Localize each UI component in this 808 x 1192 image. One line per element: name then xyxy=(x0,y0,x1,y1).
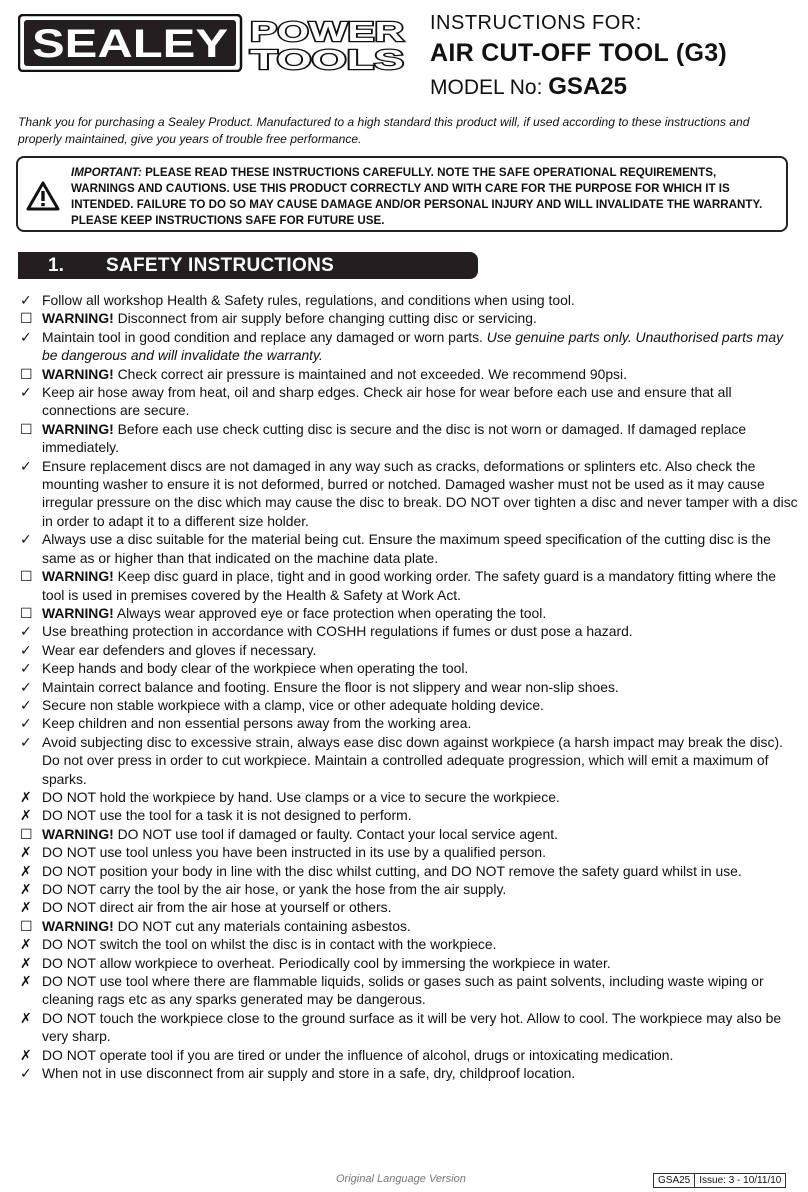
instructions-for-label: INSTRUCTIONS FOR: xyxy=(430,12,642,34)
warning-box-icon: ☐ xyxy=(20,917,33,934)
check-icon: ✓ xyxy=(20,660,32,677)
warning-label: WARNING! xyxy=(42,604,114,621)
list-item xyxy=(18,420,798,457)
check-icon: ✓ xyxy=(20,384,32,401)
list-item xyxy=(18,1009,798,1046)
item-text: DO NOT use the tool for a task it is not designed to perform. xyxy=(42,807,412,824)
cross-icon: ✗ xyxy=(20,862,32,879)
cross-icon: ✗ xyxy=(20,1009,32,1026)
list-item xyxy=(18,788,798,806)
check-icon: ✓ xyxy=(20,1065,32,1082)
item-text: DO NOT cut any materials containing asbestos. xyxy=(113,917,411,934)
list-item xyxy=(18,696,798,714)
list-item xyxy=(18,733,798,788)
cross-icon: ✗ xyxy=(20,936,32,953)
logo-power: POWER xyxy=(250,16,404,47)
check-icon: ✓ xyxy=(20,531,32,548)
item-text: Keep air hose away from heat, oil and sharp edges. Check air hose for wear before each use and ensure that all connections are secure. xyxy=(42,384,732,419)
check-icon: ✓ xyxy=(20,328,32,345)
item-text: Keep hands and body clear of the workpiece when operating the tool. xyxy=(42,660,469,677)
warning-box-icon: ☐ xyxy=(20,825,33,842)
warning-label: WARNING! xyxy=(42,365,114,382)
item-text: DO NOT touch the workpiece close to the ground surface as it will be very hot. Allow to cool. The workpiece may also be very sharp. xyxy=(42,1009,782,1045)
check-icon: ✓ xyxy=(20,623,32,640)
item-text: Always wear approved eye or face protection when operating the tool. xyxy=(113,604,547,621)
item-text: Avoid subjecting disc to excessive strain, always ease disc down against workpiece (a harsh impact may break the disc). Do not over press in order to cut workpiece. Maintain a controlled adequate progression, which will emit a maximum of sparks. xyxy=(42,733,783,787)
logo-tools: TOOLS xyxy=(250,44,404,72)
model-number: GSA25 xyxy=(548,73,627,100)
item-text: DO NOT use tool if damaged or faulty. Contact your local service agent. xyxy=(113,825,558,842)
document-title-block xyxy=(430,10,800,103)
model-line xyxy=(430,72,800,103)
important-text xyxy=(71,165,783,229)
list-item xyxy=(18,880,798,898)
list-item xyxy=(18,917,798,935)
footer-issue-box xyxy=(653,1173,786,1188)
list-item xyxy=(18,825,798,843)
check-icon: ✓ xyxy=(20,457,32,474)
intro-text: Thank you for purchasing a Sealey Product. Manufactured to a high standard this product will, if used according to these instructions and properly maintained, give you years of trouble free performance. xyxy=(18,115,750,146)
footer-issue: Issue: 3 - 10/11/10 xyxy=(694,1174,785,1187)
list-item xyxy=(18,641,798,659)
section-header xyxy=(18,252,478,279)
item-text: Always use a disc suitable for the material being cut. Ensure the maximum speed specification of the cutting disc is the same as or higher than that indicated on the machine data plate. xyxy=(42,531,771,566)
list-item xyxy=(18,806,798,824)
list-item xyxy=(18,530,798,567)
item-text: Check correct air pressure is maintained and not exceeded. We recommend 90psi. xyxy=(113,365,627,382)
list-item xyxy=(18,714,798,732)
cross-icon: ✗ xyxy=(20,881,32,897)
item-text: When not in use disconnect from air supply and store in a safe, dry, childproof location. xyxy=(42,1065,576,1082)
cross-icon: ✗ xyxy=(20,899,32,916)
item-text: Use breathing protection in accordance with COSHH regulations if fumes or dust pose a hazard. xyxy=(42,623,633,640)
item-text: DO NOT use tool unless you have been instructed in its use by a qualified person. xyxy=(42,844,546,861)
list-item xyxy=(18,457,798,531)
item-text: Maintain correct balance and footing. Ensure the floor is not slippery and wear non-slip shoes. xyxy=(42,678,619,695)
safety-instructions-list xyxy=(18,291,798,1082)
cross-icon: ✗ xyxy=(20,844,32,861)
important-label: IMPORTANT: xyxy=(71,166,142,179)
footer-model: GSA25 xyxy=(658,1175,691,1186)
list-item xyxy=(18,972,798,1009)
list-item xyxy=(18,622,798,640)
item-text: DO NOT switch the tool on whilst the disc is in contact with the workpiece. xyxy=(42,936,497,953)
cross-icon: ✗ xyxy=(20,973,32,990)
item-text: Keep children and non essential persons away from the working area. xyxy=(42,715,472,732)
item-text: Secure non stable workpiece with a clamp, vice or other adequate holding device. xyxy=(42,696,544,713)
item-text: DO NOT operate tool if you are tired or under the influence of alcohol, drugs or intoxicating medication. xyxy=(42,1046,674,1063)
warning-label: WARNING! xyxy=(42,568,114,585)
warning-box-icon: ☐ xyxy=(20,604,33,621)
item-text: DO NOT use tool where there are flammable liquids, solids or gases such as paint solvents, including waste wiping or cleaning rags etc as any sparks generated may be dangerous. xyxy=(42,973,764,1008)
warning-box-icon: ☐ xyxy=(20,568,33,585)
check-icon: ✓ xyxy=(20,715,32,732)
warning-box-icon: ☐ xyxy=(20,310,33,327)
product-title: AIR CUT-OFF TOOL (G3) xyxy=(430,39,728,67)
important-body: PLEASE READ THESE INSTRUCTIONS CAREFULLY. NOTE THE SAFE OPERATIONAL REQUIREMENTS, WARNINGS AND CAUTIONS. USE THIS PRODUCT CORRECTLY AND WITH CARE FOR THE PURPOSE FOR WHICH IT IS INTENDED. FAILURE TO DO SO MAY CAUSE DAMAGE AND/OR PERSONAL INJURY AND WILL INVALIDATE THE WARRANTY. PLEASE KEEP INSTRUCTIONS SAFE FOR FUTURE USE. xyxy=(71,166,763,227)
section-number: 1. xyxy=(48,255,64,276)
list-item xyxy=(18,328,798,365)
warning-box-icon: ☐ xyxy=(20,365,33,382)
list-item xyxy=(18,954,798,972)
list-item xyxy=(18,935,798,953)
warning-box-icon: ☐ xyxy=(20,420,33,437)
list-item xyxy=(18,898,798,916)
list-item xyxy=(18,1064,798,1082)
warning-label: WARNING! xyxy=(42,917,114,934)
logo-brand: SEALEY xyxy=(32,22,229,66)
check-icon: ✓ xyxy=(20,733,32,750)
model-label: MODEL No: xyxy=(430,76,543,99)
footer-language: Original Language Version xyxy=(336,1173,466,1185)
cross-icon: ✗ xyxy=(20,807,32,824)
item-text: Maintain tool in good condition and replace any damaged or worn parts. xyxy=(42,328,483,345)
list-item xyxy=(18,862,798,880)
list-item xyxy=(18,383,798,420)
list-item xyxy=(18,604,798,622)
item-text: DO NOT direct air from the air hose at yourself or others. xyxy=(42,899,392,916)
item-text: Disconnect from air supply before changing cutting disc or servicing. xyxy=(113,310,537,327)
warning-triangle-icon xyxy=(26,181,60,216)
warning-label: WARNING! xyxy=(42,310,114,327)
check-icon: ✓ xyxy=(20,641,32,658)
item-text: DO NOT hold the workpiece by hand. Use clamps or a vice to secure the workpiece. xyxy=(42,788,560,805)
list-item xyxy=(18,291,798,309)
item-text: DO NOT allow workpiece to overheat. Periodically cool by immersing the workpiece in water. xyxy=(42,954,611,971)
item-text: DO NOT carry the tool by the air hose, or yank the hose from the air supply. xyxy=(42,881,507,897)
check-icon: ✓ xyxy=(20,678,32,695)
check-icon: ✓ xyxy=(20,292,32,308)
list-item xyxy=(18,567,798,604)
check-icon: ✓ xyxy=(20,696,32,713)
list-item xyxy=(18,678,798,696)
item-text: Wear ear defenders and gloves if necessary. xyxy=(42,641,317,658)
list-item xyxy=(18,659,798,677)
cross-icon: ✗ xyxy=(20,1046,32,1063)
list-item xyxy=(18,1046,798,1064)
item-text: Ensure replacement discs are not damaged in any way such as cracks, deformations or splinters etc. Also check the mounting washer to ensure it is not deformed, burred or notched. Damaged washer must not be used as it may cause irregular pressure on the disc which may cause the disc to break. DO NOT over tighten a disc and never tamper with a disc in order to adapt it to a different size holder. xyxy=(42,457,798,529)
warning-label: WARNING! xyxy=(42,420,114,437)
list-item xyxy=(18,843,798,861)
item-italic-text: Use genuine parts only. Unauthorised parts may be dangerous and will invalidate the warranty. xyxy=(42,328,784,364)
item-text: Follow all workshop Health & Safety rules, regulations, and conditions when using tool. xyxy=(42,292,575,308)
warning-label: WARNING! xyxy=(42,825,114,842)
item-text: Keep disc guard in place, tight and in good working order. The safety guard is a mandatory fitting where the tool is used in premises covered by the Health & Safety at Work Act. xyxy=(42,568,777,603)
cross-icon: ✗ xyxy=(20,788,32,805)
section-title: SAFETY INSTRUCTIONS xyxy=(106,255,335,276)
list-item xyxy=(18,365,798,383)
cross-icon: ✗ xyxy=(20,954,32,971)
important-notice-box xyxy=(16,156,788,232)
item-text: DO NOT position your body in line with the disc whilst cutting, and DO NOT remove the safety guard whilst in use. xyxy=(42,862,742,879)
list-item xyxy=(18,309,798,327)
item-text: Before each use check cutting disc is secure and the disc is not worn or damaged. If damaged replace immediately. xyxy=(42,420,747,456)
sealey-power-tools-logo xyxy=(18,14,410,77)
